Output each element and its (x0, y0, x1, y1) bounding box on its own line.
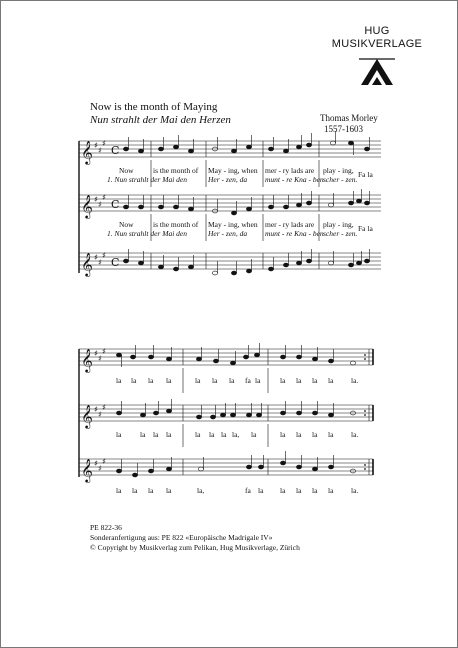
staff-1-1-notes (123, 131, 369, 155)
copyright-note: © Copyright by Musikverlag zum Pelikan, Hug Musikverlage, Zürich (90, 543, 300, 552)
lyric-syllable: la (328, 430, 334, 439)
lyric-syllable: la. (351, 376, 359, 385)
system-1-clefs (81, 139, 119, 277)
lyric-syllable: la (255, 376, 261, 385)
lyric-syllable: fa (245, 486, 251, 495)
treble-clef-icon: 𝄞 (81, 404, 93, 428)
lyric-syllable: Now (119, 220, 134, 229)
lyric-syllable: scher - zen. (323, 229, 358, 238)
lyric-syllable: la, (197, 486, 205, 495)
lyric-syllable: munt - re Kna - ben (265, 175, 324, 184)
lyric-syllable: la (280, 376, 286, 385)
treble-clef-icon: 𝄞 (81, 140, 93, 164)
composer-name: Thomas Morley (320, 113, 378, 123)
lyric-syllable: Fa la (358, 224, 373, 233)
system-2 (79, 349, 373, 477)
treble-clef-icon: 𝄞 (81, 458, 93, 482)
lyric-syllable: munt - re Kna - ben (265, 229, 324, 238)
lyric-syllable: la (116, 486, 122, 495)
lyric-syllable: la. (351, 486, 359, 495)
sharp-icon: ♯ (102, 193, 106, 202)
lyric-syllable: la (166, 430, 172, 439)
lyric-syllable: la (296, 430, 302, 439)
lyric-syllable: scher - zen. (323, 175, 358, 184)
lyric-syllable: la (140, 430, 146, 439)
lyric-syllable: Her - zen, da (208, 175, 248, 184)
sharp-icon: ♯ (98, 200, 102, 209)
lyric-syllable: la (153, 430, 159, 439)
sharp-icon: ♯ (98, 464, 102, 473)
lyric-syllable: fa (245, 376, 251, 385)
staff-2-1-notes (116, 343, 355, 367)
sharp-icon: ♯ (98, 354, 102, 363)
lyric-syllable: Now (119, 166, 134, 175)
sharp-icon: ♯ (94, 253, 98, 262)
lyric-syllable: la (195, 430, 201, 439)
lyric-syllable: la. (351, 430, 359, 439)
lyric-syllable: la (148, 376, 154, 385)
lyric-syllable: la (312, 430, 318, 439)
lyric-syllable: la (296, 486, 302, 495)
lyric-syllable: la (195, 376, 201, 385)
lyric-syllable: la, (232, 430, 240, 439)
lyric-syllable: la (132, 486, 138, 495)
sharp-icon: ♯ (102, 139, 106, 148)
time-signature: C (111, 144, 120, 157)
lyric-syllable: la (166, 486, 172, 495)
composer-dates: 1557-1603 (324, 124, 363, 134)
lyric-syllable: la (312, 486, 318, 495)
lyric-syllable: 1. Nun strahlt der Mai den (107, 175, 187, 184)
treble-clef-icon: 𝄞 (81, 252, 93, 276)
lyric-syllable: is the month of (153, 220, 199, 229)
catalog-code: PE 822-36 (90, 523, 122, 532)
lyric-syllable: la (229, 376, 235, 385)
lyric-syllable: la (258, 486, 264, 495)
lyric-syllable: la (148, 486, 154, 495)
lyric-syllable: May - ing, when (208, 220, 258, 229)
lyric-syllable: la (131, 376, 137, 385)
sharp-icon: ♯ (98, 410, 102, 419)
lyric-syllable: la (296, 376, 302, 385)
system-2-barlines (183, 349, 373, 475)
time-signature: C (111, 256, 120, 269)
lyric-syllable: la (251, 430, 257, 439)
sharp-icon: ♯ (94, 459, 98, 468)
lyric-syllable: Her - zen, da (208, 229, 248, 238)
title-german: Nun strahlt der Mai den Herzen (90, 114, 231, 126)
footer-credits (90, 523, 300, 553)
lyric-syllable: la (209, 430, 215, 439)
source-note: Sonderanfertigung aus: PE 822 «Europäische Madrigale IV» (90, 533, 273, 542)
lyric-syllable: play - ing, (323, 166, 354, 175)
treble-clef-icon: 𝄞 (81, 194, 93, 218)
lyric-syllable: la (212, 376, 218, 385)
lyric-syllable: is the month of (153, 166, 199, 175)
sharp-icon: ♯ (102, 457, 106, 466)
treble-clef-icon: 𝄞 (81, 348, 93, 372)
lyric-syllable: la (116, 430, 122, 439)
lyric-syllable: la (166, 376, 172, 385)
title-english: Now is the month of Maying (90, 101, 218, 113)
lyric-syllable: la (312, 376, 318, 385)
sharp-icon: ♯ (98, 258, 102, 267)
staff-2-3-notes (116, 451, 355, 477)
lyric-syllable: mer - ry lads are (265, 166, 315, 175)
sharp-icon: ♯ (102, 403, 106, 412)
sharp-icon: ♯ (94, 405, 98, 414)
lyric-syllable: mer - ry lads are (265, 220, 315, 229)
system-2-lyrics (116, 376, 358, 495)
lyric-syllable: 1. Nun strahlt der Mai den (107, 229, 187, 238)
sharp-icon: ♯ (102, 347, 106, 356)
lyric-syllable: la (328, 486, 334, 495)
time-signature: C (111, 198, 120, 211)
lyric-syllable: play - ing, (323, 220, 354, 229)
lyric-syllable: la (328, 376, 334, 385)
lyric-syllable: la (116, 376, 122, 385)
lyric-syllable: la (221, 430, 227, 439)
system-2-notes (116, 343, 355, 477)
publisher-name-line1: HUG (364, 25, 390, 37)
publisher-name-line2: MUSIKVERLAGE (331, 38, 423, 50)
staff-2-2 (79, 405, 373, 421)
sharp-icon: ♯ (94, 195, 98, 204)
lyric-syllable: la (280, 486, 286, 495)
lyric-syllable: May - ing, when (208, 166, 258, 175)
sharp-icon: ♯ (94, 141, 98, 150)
sharp-icon: ♯ (102, 251, 106, 260)
lyric-syllable: la (280, 430, 286, 439)
sharp-icon: ♯ (98, 146, 102, 155)
sharp-icon: ♯ (94, 349, 98, 358)
lyric-syllable: Fa la (358, 170, 373, 179)
